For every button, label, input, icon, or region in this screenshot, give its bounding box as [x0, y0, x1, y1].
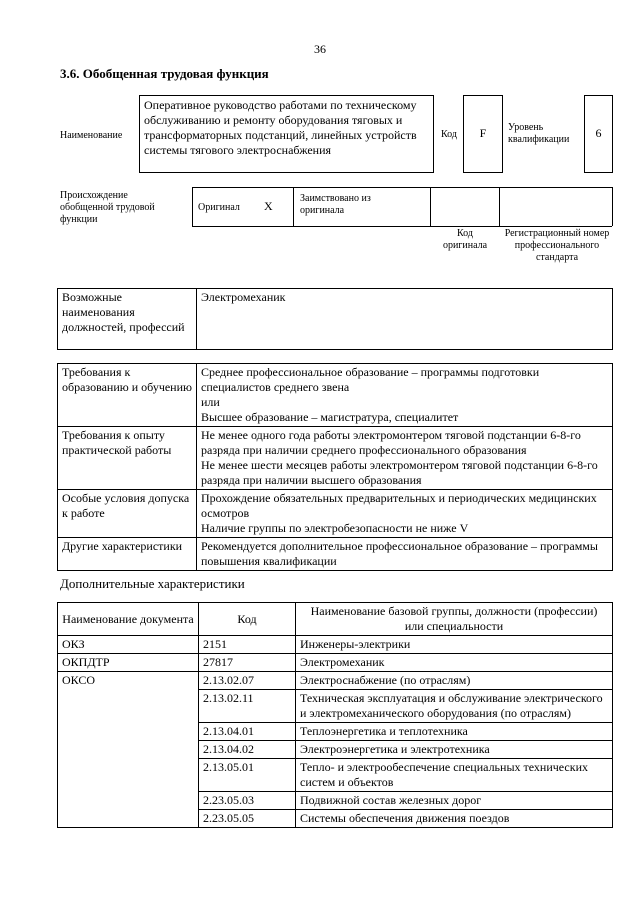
- requirement-label: Особые условия допуска к работе: [58, 490, 197, 538]
- page-number: 36: [314, 42, 326, 56]
- requirement-value: Прохождение обязательных предварительных и периодических медицинских осмотров Наличие группы по электробезопасности не ниже V: [197, 490, 613, 538]
- requirement-value: Рекомендуется дополнительное профессиональное образование – программы повышения квалификации: [197, 538, 613, 571]
- doc-cell: ОКПДТР: [58, 654, 199, 672]
- col-header-name: Наименование базовой группы, должности (профессии) или специальности: [296, 603, 613, 636]
- name-cell: Инженеры-электрики: [296, 636, 613, 654]
- code-value: F: [479, 126, 487, 140]
- original-mark: X: [264, 199, 273, 213]
- col-header-code: Код: [199, 603, 296, 636]
- table-row: [58, 636, 613, 654]
- name-cell: Тепло- и электрообеспечение специальных технических систем и объектов: [296, 759, 613, 792]
- code-cell: 2151: [199, 636, 296, 654]
- table-row: [58, 654, 613, 672]
- reg-number-caption: Регистрационный номер профессионального стандарта: [504, 228, 610, 263]
- original-label: Оригинал: [198, 202, 240, 213]
- level-label: Уровень квалификации: [508, 122, 570, 145]
- name-cell: Техническая эксплуатация и обслуживание электрического и электромеханического оборудования (по отраслям): [296, 690, 613, 723]
- code-cell: 2.23.05.05: [199, 810, 296, 828]
- doc-cell: ОКСО: [58, 672, 199, 828]
- code-cell: 2.13.02.07: [199, 672, 296, 690]
- requirement-value: Среднее профессиональное образование – программы подготовки специалистов среднего звена или Высшее образование – магистратура, специалитет: [197, 364, 613, 427]
- requirement-row: [58, 538, 613, 571]
- name-value: Оперативное руководство работами по техническому обслуживанию и ремонту оборудования тяговых и трансформаторных подстанций, линейных устройств системы тягового электроснабжения: [139, 95, 434, 173]
- additional-table: [57, 602, 613, 828]
- code-cell: 2.13.04.01: [199, 723, 296, 741]
- code-cell: 2.13.02.11: [199, 690, 296, 723]
- positions-table: [57, 288, 613, 350]
- code-cell: 2.13.04.02: [199, 741, 296, 759]
- requirement-row: [58, 364, 613, 427]
- code-cell: 2.23.05.03: [199, 792, 296, 810]
- code-original-caption: Код оригинала: [442, 228, 488, 251]
- level-value: 6: [595, 126, 602, 140]
- requirement-row: [58, 427, 613, 490]
- code-cell: 27817: [199, 654, 296, 672]
- requirement-label: Требования к образованию и обучению: [58, 364, 197, 427]
- origin-label: Происхождение обобщенной трудовой функции: [60, 190, 155, 225]
- additional-title: Дополнительные характеристики: [60, 576, 245, 591]
- section-title: 3.6. Обобщенная трудовая функция: [60, 66, 269, 81]
- name-cell: Электромеханик: [296, 654, 613, 672]
- requirement-label: Другие характеристики: [58, 538, 197, 571]
- col-header-document: Наименование документа: [58, 603, 199, 636]
- positions-label: Возможные наименования должностей, профессий: [58, 289, 197, 350]
- name-cell: Подвижной состав железных дорог: [296, 792, 613, 810]
- name-cell: Теплоэнергетика и теплотехника: [296, 723, 613, 741]
- code-cell: 2.13.05.01: [199, 759, 296, 792]
- name-cell: Электроснабжение (по отраслям): [296, 672, 613, 690]
- requirement-value: Не менее одного года работы электромонтером тяговой подстанции 6-8-го разряда при наличии среднего профессионального образования Не менее шести месяцев работы электромонтером тяговой подстанции 6-8-го разряда при наличии высшего образования: [197, 427, 613, 490]
- code-label: Код: [441, 129, 457, 140]
- doc-cell: ОКЗ: [58, 636, 199, 654]
- borrowed-label: Заимствовано из оригинала: [300, 193, 371, 216]
- name-cell: Системы обеспечения движения поездов: [296, 810, 613, 828]
- requirements-table: [57, 363, 613, 571]
- table-row: [58, 672, 613, 690]
- name-cell: Электроэнергетика и электротехника: [296, 741, 613, 759]
- positions-value: Электромеханик: [197, 289, 613, 350]
- name-label: Наименование: [60, 130, 123, 141]
- requirement-row: [58, 490, 613, 538]
- requirement-label: Требования к опыту практической работы: [58, 427, 197, 490]
